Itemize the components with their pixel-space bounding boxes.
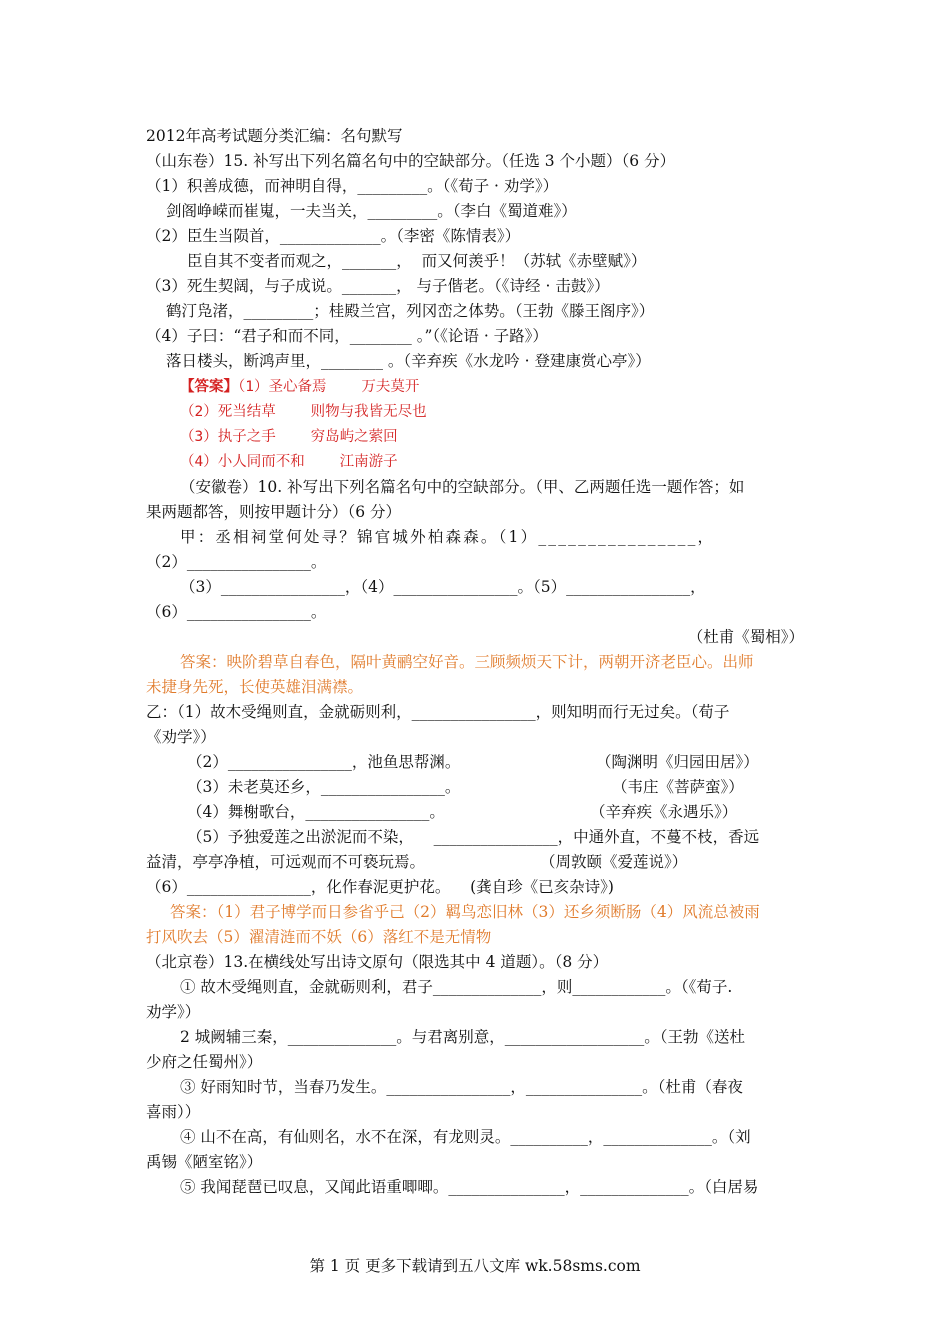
answer-line: （4）小人同而不和 江南游子 bbox=[180, 454, 398, 470]
document-title: 2012年高考试题分类汇编：名句默写 bbox=[146, 127, 403, 145]
question-line: （3）________________，（4）________________。（5）________________， bbox=[180, 578, 706, 596]
question-line: 《劝学》） bbox=[146, 728, 216, 746]
answer-line: 未捷身先死，长使英雄泪满襟。 bbox=[146, 678, 364, 696]
source-citation: （周敦颐《爱莲说》） bbox=[540, 853, 688, 871]
source-citation: （辛弃疾《永遇乐》） bbox=[590, 803, 738, 821]
question-line: 落日楼头，断鸿声里，________ 。（辛弃疾《水龙吟 · 登建康赏心亭》） bbox=[166, 352, 651, 370]
question-line: （1）积善成德，而神明自得，_________。（《荀子 · 劝学》） bbox=[146, 177, 559, 195]
answer-line: 【答案】（1）圣心备焉 万夫莫开 bbox=[180, 379, 420, 395]
question-line: 鹤汀凫渚，_________；桂殿兰宫，列冈峦之体势。（王勃《滕王阁序》） bbox=[166, 302, 655, 320]
source-citation: （杜甫《蜀相》） bbox=[687, 628, 804, 646]
question-line: ④ 山不在高，有仙则名，水不在深，有龙则灵。__________，______________。（刘 bbox=[180, 1128, 751, 1146]
question-heading: （安徽卷）10. 补写出下列名篇名句中的空缺部分。（甲、乙两题任选一题作答；如 bbox=[180, 478, 745, 496]
question-line: 臣自其不变者而观之，_______， 而又何羡乎！（苏轼《赤壁赋》） bbox=[187, 252, 647, 270]
question-line: （3）未老莫还乡，________________。 bbox=[187, 778, 461, 796]
answer-line: 打风吹去（5）濯清涟而不妖（6）落红不是无情物 bbox=[146, 928, 492, 946]
question-line: 益清，亭亭净植，可远观而不可亵玩焉。 bbox=[146, 853, 426, 871]
question-line: 少府之任蜀州》） bbox=[146, 1053, 263, 1071]
question-heading: （山东卷）15. 补写出下列名篇名句中的空缺部分。（任选 3 个小题）（6 分） bbox=[146, 152, 676, 170]
question-line: （4）舞榭歌台，________________。 bbox=[187, 803, 445, 821]
question-line: （5）予独爱莲之出淤泥而不染， ________________，中通外直，不蔓不枝，香远 bbox=[187, 828, 760, 846]
question-heading: （北京卷）13.在横线处写出诗文原句（限选其中 4 道题）。（8 分） bbox=[146, 953, 609, 971]
question-line: 劝学》） bbox=[146, 1003, 201, 1021]
question-line: ① 故木受绳则直，金就砺则利，君子______________，则____________。（《荀子. bbox=[180, 978, 733, 996]
question-line: （3）死生契阔，与子成说。_______， 与子偕老。（《诗经 · 击鼓》） bbox=[146, 277, 610, 295]
question-line: ⑤ 我闻琵琶已叹息，又闻此语重唧唧。_______________，______________。（白居易 bbox=[180, 1178, 759, 1196]
answer-label: 【答案】 bbox=[180, 379, 238, 395]
answer-line: （3）执子之手 穷岛屿之萦回 bbox=[180, 429, 398, 445]
question-line: （6）________________，化作春泥更护花。 (龚自珍《已亥杂诗》) bbox=[146, 878, 614, 896]
page-footer: 第 1 页 更多下载请到五八文库 wk.58sms.com bbox=[309, 1257, 641, 1275]
source-citation: （韦庄《菩萨蛮》） bbox=[612, 778, 744, 796]
question-line: （2）臣生当陨首，_____________。（李密《陈情表》） bbox=[146, 227, 521, 245]
question-line: 2 城阙辅三秦，______________。与君离别意，__________________。（王勃《送杜 bbox=[180, 1028, 746, 1046]
question-line: 喜雨）） bbox=[146, 1103, 201, 1121]
question-line: 果两题都答，则按甲题计分）（6 分） bbox=[146, 503, 402, 521]
question-line: 剑阁峥嵘而崔嵬，一夫当关，_________。（李白《蜀道难》） bbox=[166, 202, 577, 220]
question-line: （2）________________。 bbox=[146, 553, 327, 571]
question-line: （4）子曰：“君子和而不同，________ 。”（《论语 · 子路》） bbox=[146, 327, 548, 345]
answer-line: 答案：映阶碧草自春色，隔叶黄鹂空好音。三顾频烦天下计，两朝开济老臣心。出师 bbox=[180, 653, 754, 671]
source-citation: （陶渊明《归园田居》） bbox=[596, 753, 759, 771]
question-line: 禹锡《陋室铭》） bbox=[146, 1153, 263, 1171]
question-line: 甲：丞相祠堂何处寻？锦官城外柏森森。（1）________________， bbox=[180, 528, 716, 546]
question-line: 乙：（1）故木受绳则直，金就砺则利，________________，则知明而行无过矣。（荀子 bbox=[146, 703, 730, 721]
question-line: ③ 好雨知时节，当春乃发生。________________，_______________。（杜甫（春夜 bbox=[180, 1078, 743, 1096]
question-line: （6）________________。 bbox=[146, 603, 327, 621]
answer-line: 答案：（1）君子博学而日参省乎己（2）羁鸟恋旧林（3）还乡须断肠（4）风流总被雨 bbox=[170, 903, 760, 921]
answer-line: （2）死当结草 则物与我皆无尽也 bbox=[180, 404, 427, 420]
question-line: （2）________________，池鱼思帮渊。 bbox=[187, 753, 461, 771]
